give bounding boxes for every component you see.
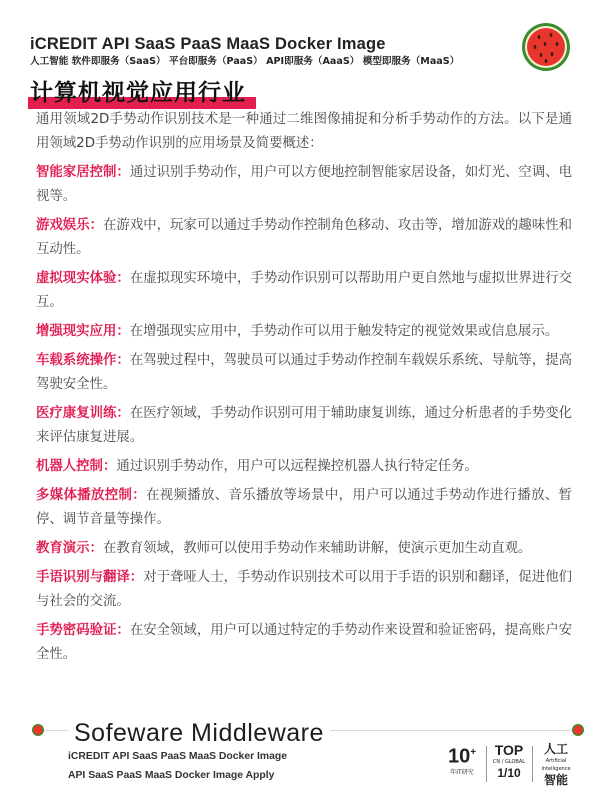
brand-subtitle: 人工智能 软件即服务（SaaS） 平台即服务（PaaS） API即服务（AaaS） 模型即服务（MaaS） (30, 56, 460, 67)
item-term: 医疗康复训练： (36, 406, 130, 421)
item-text: 在医疗领域，手势动作识别可用于辅助康复训练，通过分析患者的手势变化来评估康复进展。 (36, 406, 573, 445)
list-item (36, 484, 572, 532)
content-body (36, 108, 572, 672)
brand-title: iCREDIT API SaaS PaaS MaaS Docker Image (30, 35, 386, 53)
item-term: 智能家居控制： (36, 165, 130, 180)
badge-ai-zh-1: 人工 (543, 742, 568, 756)
badge-separator (486, 746, 487, 782)
item-text: 通过识别手势动作，用户可以远程操控机器人执行特定任务。 (116, 459, 478, 474)
item-text: 在驾驶过程中，驾驶员可以通过手势动作控制车载娱乐系统、导航等，提高驾驶安全性。 (36, 353, 573, 392)
item-term: 虚拟现实体验： (36, 271, 130, 286)
intro-paragraph: 通用领域2D手势动作识别技术是一种通过二维图像捕捉和分析手势动作的方法。以下是通用领域2D手势动作识别的应用场景及简要概述： (36, 112, 572, 151)
list-item (36, 619, 572, 667)
badge-top-scope: CN / GLOBAL (492, 759, 526, 765)
item-term: 教育演示： (36, 541, 103, 556)
item-text: 在教育领域，教师可以使用手势动作来辅助讲解，使演示更加生动直观。 (102, 541, 532, 556)
item-text: 通过识别手势动作，用户可以方便地控制智能家居设备，如灯光、空调、电视等。 (36, 165, 573, 204)
item-term: 手语识别与翻译： (36, 570, 144, 585)
badge-years (440, 742, 484, 777)
footer-title: Sofeware Middleware (68, 719, 330, 748)
badge-top-label: TOP (494, 742, 524, 758)
watermelon-icon (521, 22, 571, 72)
badge-ai-zh-2: 智能 (543, 773, 568, 787)
item-term: 增强现实应用： (36, 324, 130, 339)
list-item (36, 455, 572, 479)
item-text: 在安全领域，用户可以通过特定的手势动作来设置和验证密码，提高账户安全性。 (36, 623, 573, 662)
item-text: 在游戏中，玩家可以通过手势动作控制角色移动、攻击等，增加游戏的趣味性和互动性。 (36, 218, 573, 257)
item-text: 在视频播放、音乐播放等场景中，用户可以通过手势动作进行播放、暂停、调节音量等操作。 (36, 488, 573, 527)
item-term: 车载系统操作： (36, 353, 130, 368)
item-text: 在虚拟现实环境中，手势动作识别可以帮助用户更自然地与虚拟世界进行交互。 (36, 271, 573, 310)
badge-separator (532, 746, 533, 782)
badge-ai (534, 742, 578, 788)
item-text: 对于聋哑人士，手势动作识别技术可以用于手语的识别和翻译，促进他们与社会的交流。 (36, 570, 572, 609)
badge-years-number: 10 (447, 745, 471, 768)
item-term: 机器人控制： (36, 459, 117, 474)
badge-years-plus: + (470, 747, 477, 758)
list-item (36, 320, 572, 344)
item-term: 多媒体播放控制： (36, 488, 147, 503)
header (30, 34, 530, 69)
item-text: 在增强现实应用中，手势动作可以用于触发特定的视觉效果或信息展示。 (129, 324, 559, 339)
list-item (36, 267, 572, 315)
footer-badges (440, 742, 580, 788)
watermelon-dot-icon (572, 724, 584, 736)
badge-top (488, 742, 530, 780)
section-title (30, 78, 246, 108)
badge-ai-en: Artificial Intelligence (541, 758, 571, 772)
footer-line-2: API SaaS PaaS MaaS Docker Image Apply (68, 770, 275, 781)
badge-top-rank: 1/10 (497, 766, 521, 780)
item-term: 手势密码验证： (36, 623, 130, 638)
list-item (36, 402, 572, 450)
section-title-text: 计算机视觉应用行业 (30, 80, 246, 106)
list-item (36, 214, 572, 262)
footer-line-1: iCREDIT API SaaS PaaS MaaS Docker Image (68, 751, 288, 762)
list-item (36, 566, 572, 614)
watermelon-dot-icon (32, 724, 44, 736)
badge-years-caption: 年IT研究 (450, 768, 474, 776)
list-item (36, 161, 572, 209)
list-item (36, 349, 572, 397)
list-item (36, 537, 572, 561)
item-term: 游戏娱乐： (36, 218, 104, 233)
